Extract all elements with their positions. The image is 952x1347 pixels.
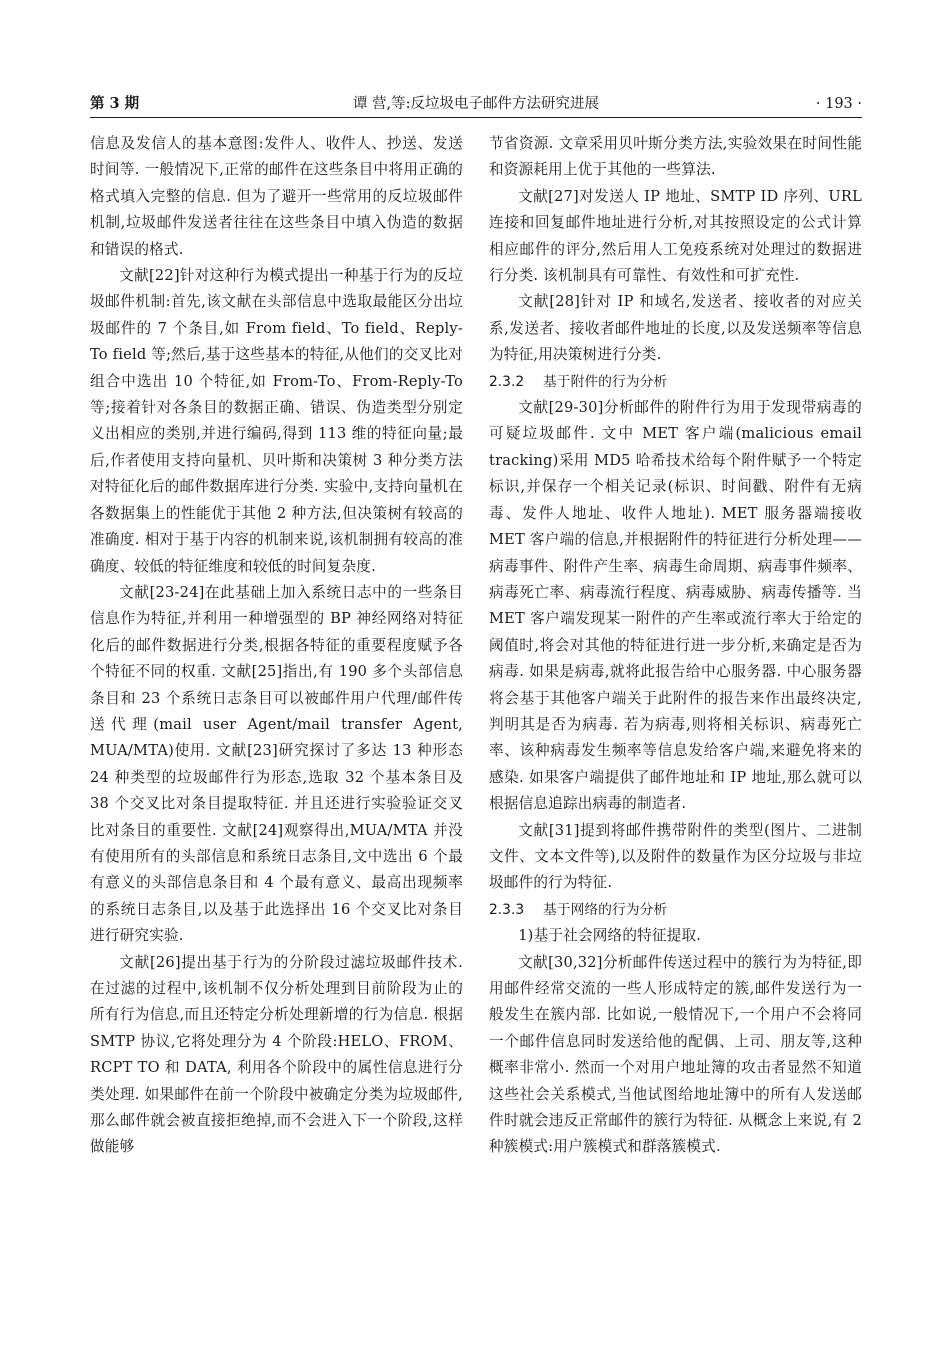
page-number: · 193 · (815, 96, 862, 112)
section-title: 基于网络的行为分析 (543, 901, 668, 918)
paragraph: 文献[23-24]在此基础上加入系统日志中的一些条目信息作为特征,并利用一种增强型的 BP 神经网络对特征化后的邮件数据进行分类,根据各特征的重要程度赋予各个特征不同的权重. 文献[25]指出,有 190 多个头部信息条目和 23 个系统日志条目可以被邮件用户代理/邮件传送代理(mail user Agent/mail transfer Agent, MUA/MTA)使用. 文献[23]研究探讨了多达 13 种形态 24 种类型的垃圾邮件行为形态,选取 32 个基本条目及 38 个交叉比对条目提取特征. 并且还进行实验验证交叉比对条目的重要性. 文献[24]观察得出,MUA/MTA 并没有使用所有的头部信息和系统日志条目,文中选出 6 个最有意义的头部信息条目和 4 个最有意义、最高出现频率的系统日志条目,以及基于此选择出 16 个交叉比对条目进行研究实验. (90, 583, 463, 945)
running-header (90, 93, 862, 115)
section-number: 2.3.3 (489, 901, 525, 918)
right-column (489, 131, 862, 1161)
paragraph: 信息及发信人的基本意图:发件人、收件人、抄送、发送时间等. 一般情况下,正常的邮件在这些条目中将用正确的格式填入完整的信息. 但为了避开一些常用的反垃圾邮件机制,垃圾邮件发送者往往在这些条目中填入伪造的数据和错误的格式. (90, 135, 463, 258)
paragraph: 文献[31]提到将邮件携带附件的类型(图片、二进制文件、文本文件等),以及附件的数量作为区分垃圾与非垃圾邮件的行为特征. (489, 821, 862, 892)
paragraph: 文献[26]提出基于行为的分阶段过滤垃圾邮件技术. 在过滤的过程中,该机制不仅分析处理到目前阶段为止的所有行为信息,而且还特定分析处理新增的行为信息. 根据 SMTP 协议,它将处理分为 4 个阶段:HELO、FROM、RCPT TO 和 DATA, 利用各个阶段中的属性信息进行分类处理. 如果邮件在前一个阶段中被确定分类为垃圾邮件,那么邮件就会被直接拒绝掉,而不会进入下一个阶段,这样做能够 (90, 953, 463, 1156)
issue-label: 第 3 期 (90, 95, 140, 112)
paragraph: 文献[30,32]分析邮件传送过程中的簇行为为特征,即用邮件经常交流的一些人形成特定的簇,邮件发送行为一般发生在簇内部. 比如说,一般情况下,一个用户不会将同一个邮件信息同时发送给他的配偶、上司、朋友等,这种概率非常小. 然而一个对用户地址簿的攻击者显然不知道这些社会关系模式,当他试图给地址簿中的所有人发送邮件时就会违反正常邮件的簇行为特征. 从概念上来说,有 2 种簇模式:用户簇模式和群落簇模式. (489, 953, 862, 1156)
paragraph: 节省资源. 文章采用贝叶斯分类方法,实验效果在时间性能和资源耗用上优于其他的一些算法. (489, 135, 862, 179)
header-rule (90, 117, 862, 118)
section-title: 基于附件的行为分析 (543, 373, 668, 390)
left-column (90, 131, 463, 1161)
section-number: 2.3.2 (489, 373, 525, 390)
paragraph: 文献[29-30]分析邮件的附件行为用于发现带病毒的可疑垃圾邮件. 文中 MET 客户端(malicious email tracking)采用 MD5 哈希技术给每个附件赋予一个特定标识,并保存一个相关记录(标识、时间戳、附件有无病毒、发件人地址、收件人地址). MET 服务器端接收 MET 客户端的信息,并根据附件的特征进行分析处理——病毒事件、附件产生率、病毒生命周期、病毒事件频率、病毒死亡率、病毒流行程度、病毒威胁、病毒传播等. 当 MET 客户端发现某一附件的产生率或流行率大于给定的阈值时,将会对其他的特征进行进一步分析,来确定是否为病毒. 如果是病毒,就将此报告给中心服务器. 中心服务器将会基于其他客户端关于此附件的报告来作出最终决定,判明其是否为病毒. 若为病毒,则将相关标识、病毒死亡率、该种病毒发生频率等信息发给客户端,来避免将来的感染. 如果客户端提供了邮件地址和 IP 地址,那么就可以根据信息追踪出病毒的制造者. (489, 399, 862, 813)
paragraph: 1)基于社会网络的特征提取. (518, 927, 702, 945)
section-heading (489, 369, 862, 395)
paragraph: 文献[27]对发送人 IP 地址、SMTP ID 序列、URL 连接和回复邮件地址进行分析,对其按照设定的公式计算相应邮件的评分,然后用人工免疫系统对处理过的数据进行分类. 该机制具有可靠性、有效性和可扩充性. (489, 187, 862, 285)
section-heading (489, 897, 862, 923)
running-title: 谭 营,等:反垃圾电子邮件方法研究进展 (352, 96, 600, 112)
paragraph: 文献[28]针对 IP 和域名,发送者、接收者的对应关系,发送者、接收者邮件地址的长度,以及发送频率等信息为特征,用决策树进行分类. (489, 293, 862, 364)
paragraph: 文献[22]针对这种行为模式提出一种基于行为的反垃圾邮件机制:首先,该文献在头部信息中选取最能区分出垃圾邮件的 7 个条目,如 From field、To field、Reply-To field 等;然后,基于这些基本的特征,从他们的交叉比对组合中选出 10 个特征,如 From-To、From-Reply-To 等;接着针对各条目的数据正确、错误、伪造类型分别定义出相应的类别,并进行编码,得到 113 维的特征向量;最后,作者使用支持向量机、贝叶斯和决策树 3 种分类方法对特征化后的邮件数据库进行分类. 实验中,支持向量机在各数据集上的性能优于其他 2 种方法,但决策树有较高的准确度. 相对于基于内容的机制来说,该机制拥有较高的准确度、较低的特征维度和较低的时间复杂度. (90, 267, 463, 575)
